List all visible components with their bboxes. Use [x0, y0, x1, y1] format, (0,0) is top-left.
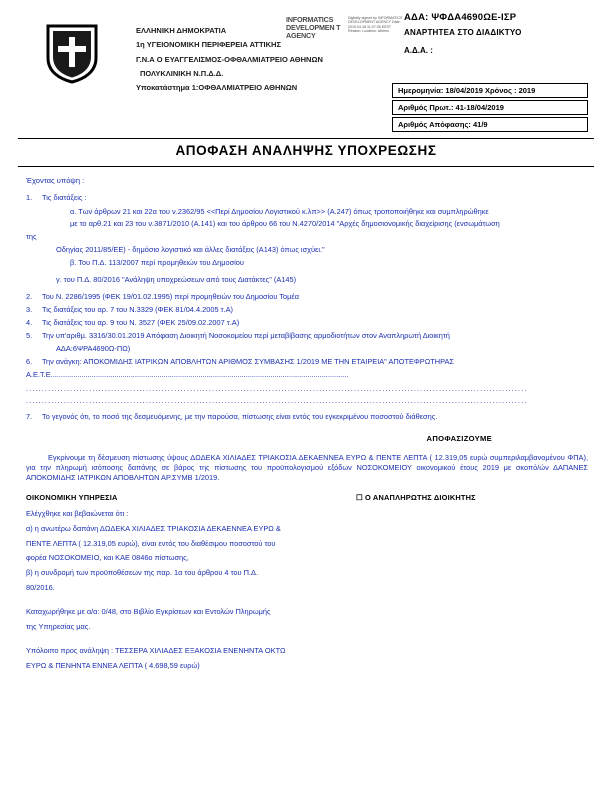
- date-box: Ημερομηνία: 18/04/2019 Χρόνος : 2019: [392, 83, 588, 98]
- clause-3-text: Τις διατάξεις του αρ. 7 του Ν.3329 (ΦΕΚ 81/04.4.2005 τ.Α): [42, 304, 233, 314]
- clause-1a: α. Των άρθρων 21 και 22α του ν.2362/95 <<Περί Δημοσίου Λογιστικού κ.λπ>> (Α.247) όπως τροποποιήθηκε και συμπληρώθηκε: [70, 206, 489, 216]
- decision-number-box: Αριθμός Απόφασης: 41/9: [392, 117, 588, 132]
- clause-6-number: 6.: [26, 357, 33, 367]
- clause-2-number: 2.: [26, 291, 33, 301]
- clause-5: [26, 331, 588, 341]
- clause-3-number: 3.: [26, 304, 33, 314]
- verification-intro: Ελέγχθηκε και βεβαιώνεται ότι :: [26, 509, 129, 519]
- verification-line-3: φορέα ΝΟΣΟΚΟΜΕΙΟ, και ΚΑΕ 0846ο πίστωσης,: [26, 553, 189, 563]
- clause-1a-cont2: της: [26, 232, 37, 242]
- financial-service-label: ΟΙΚΟΝΟΜΙΚΗ ΥΠΗΡΕΣΙΑ: [26, 493, 118, 503]
- org-line-3: Γ.Ν.Α Ο ΕΥΑΓΓΕΛΙΣΜΟΣ-ΟΦΘΑΛΜΙΑΤΡΕΙΟ ΑΘΗΝΩΝ: [136, 54, 323, 64]
- clause-2: [26, 292, 588, 302]
- page-title: ΑΠΟΦΑΣΗ ΑΝΑΛΗΨΗΣ ΥΠΟΧΡΕΩΣΗΣ: [175, 143, 437, 158]
- clause-5-number: 5.: [26, 331, 33, 341]
- verification-line-2: ΠΕΝΤΕ ΛΕΠΤΑ ( 12.319,05 ευρώ), είναι εντός του διαθέσιμου ποσοστού του: [26, 538, 276, 548]
- org-line-5: Υποκατάστημα 1:ΟΦΘΑΛΜΙΑΤΡΕΙΟ ΑΘΗΝΩΝ: [136, 83, 298, 92]
- title-rule-top: [18, 138, 594, 139]
- clause-6: [26, 357, 588, 367]
- verification-line-4: β) η συνδρομή των προϋποθέσεων της παρ. 1α του άρθρου 4 του Π.Δ.: [26, 568, 258, 578]
- org-line-4: ΠΟΛΥΚΛΙΝΙΚΗ Ν.Π.Δ.Δ.: [140, 68, 224, 78]
- registration-line-2: της Υπηρεσίας μας.: [26, 621, 91, 631]
- clause-2-text: Του Ν. 2286/1995 (ΦΕΚ 19/01.02.1995) περί προμηθειών του Δημοσίου Τομέα: [42, 291, 299, 301]
- dotted-line-1: ...............................................................................................................................................................: [26, 383, 528, 393]
- clause-1b: β. Του Π.Δ. 113/2007 περί προμηθειών του Δημοσίου: [70, 258, 244, 268]
- clause-6-cont: Α.Ε.Τ.Ε.................................................................................................................................................: [26, 370, 349, 380]
- clause-5-text: Την υπ'αριθμ. 3316/30.01.2019 Απόφαση Διοικητή Νοσοκομείου περί μεταβίβασης αρμοδιοτήτων στον Αναπληρωτή Διοικητή: [42, 331, 450, 341]
- protocol-number-box: Αριθμός Πρωτ.: 41-18/04/2019: [392, 100, 588, 115]
- checkbox-icon: ☐: [356, 493, 363, 503]
- clause-4-text: Τις διατάξεις του αρ. 9 του Ν. 3527 (ΦΕΚ 25/09.02.2007 τ.Α): [42, 317, 240, 327]
- anartitea-label: ΑΝΑΡΤΗΤΕΑ ΣΤΟ ΔΙΑΔΙΚΤΥΟ: [404, 28, 522, 37]
- clause-1: [26, 193, 588, 203]
- verification-line-5: 80/2016.: [26, 582, 55, 592]
- clause-4-number: 4.: [26, 317, 33, 327]
- clause-3: [26, 305, 588, 315]
- clause-7: [26, 412, 588, 422]
- deputy-administrator-label: [356, 493, 476, 503]
- clause-6-text: Την ανάγκη: ΑΠΟΚΟΜΙΔΗΣ ΙΑΤΡΙΚΩΝ ΑΠΟΒΛΗΤΩΝ ΑΡΙΘΜΟΣ ΣΥΜΒΑΣΗΣ 1/2019 ΜΕ ΤΗΝ ΕΤΑΙΡΕΙΑ" ΑΠΟΤΕΦΡΩΤΗΡΑΣ: [42, 357, 454, 367]
- digital-signature-stamp: [286, 16, 404, 56]
- decision-heading: ΑΠΟΦΑΣΙΖΟΥΜΕ: [426, 434, 492, 444]
- remaining-balance-line-2: ΕΥΡΩ & ΠΕΝΗΝΤΑ ΕΝΝΕΑ ΛΕΠΤΑ ( 4.698,59 ευρώ): [26, 660, 200, 670]
- ada-number: ΑΔΑ: ΨΦΔΑ4690ΩΕ-ΙΣΡ: [404, 12, 517, 23]
- dotted-line-2: ...............................................................................................................................................................: [26, 395, 528, 405]
- clause-1g: γ. του Π.Δ. 80/2016 "Ανάληψη υποχρεώσεων από τους Διατάκτες" (Α145): [56, 274, 297, 284]
- stamp-agency-name: INFORMATICS DEVELOPMEN T AGENCY: [286, 15, 341, 41]
- stamp-signature-details: Digitally signed by INFORMATICS DEVELOPMENT AGENCY Date: 2019.04.18 11:07:36 EEST Reason: Location: Athens: [348, 16, 403, 34]
- registration-line-1: Καταχωρήθηκε με α/α: 0/48, στο Βιβλίο Εγκρίσεων και Εντολών Πληρωμής: [26, 607, 271, 617]
- verification-block: [26, 509, 588, 671]
- signature-columns: [26, 493, 588, 505]
- verification-line-1: α) η ανωτέρω δαπάνη ΔΩΔΕΚΑ ΧΙΛΙΑΔΕΣ ΤΡΙΑΚΟΣΙΑ ΔΕΚΑΕΝΝΕΑ ΕΥΡΩ &: [26, 524, 281, 534]
- preamble-label: Έχοντας υπόψη :: [26, 176, 85, 185]
- clause-4: [26, 318, 588, 328]
- ada-field-label: Α.Δ.Α. :: [404, 46, 433, 55]
- clause-5-cont: ΑΔΑ:6ΨΡΑ4690Ω-ΠΩ): [56, 344, 131, 354]
- clause-1a-cont: με το αρθ.21 και 23 του ν.3871/2010 (Α.141) και του άρθρου 66 του Ν.4270/2014 "Αρχές δημοσιονομικής διαχείρισης (ενσωμάτωση: [70, 219, 500, 229]
- deputy-administrator-text: Ο ΑΝΑΠΛΗΡΩΤΗΣ ΔΙΟΙΚΗΤΗΣ: [365, 493, 476, 503]
- clause-1-text: Τις διατάξεις :: [42, 193, 87, 203]
- org-line-1: ΕΛΛΗΝΙΚΗ ΔΗΜΟΚΡΑΤΙΑ: [136, 26, 227, 35]
- title-rule-bottom: [18, 166, 594, 167]
- org-line-2: 1η ΥΓΕΙΟΝΟΜΙΚΗ ΠΕΡΙΦΕΡΕΙΑ ΑΤΤΙΚΗΣ: [136, 40, 281, 50]
- document-body: [26, 176, 588, 676]
- greek-coat-of-arms-icon: [44, 22, 100, 84]
- decision-paragraph: Εγκρίνουμε τη δέσμευση πίστωσης ύψους ΔΩΔΕΚΑ ΧΙΛΙΑΔΕΣ ΤΡΙΑΚΟΣΙΑ ΔΕΚΑΕΝΝΕΑ ΕΥΡΩ & ΠΕΝΤΕ ΛΕΠΤΑ ( 12.319,05 ευρώ συμπεριλαμβανομένου ΦΠΑ), για την πληρωμή ισόποσης δαπάνης σε βάρος της πίστωσης του προϋπολογισμού εξόδων ΝΟΣΟΚΟΜΕΙΟΥ οικονομικού έτους 2019 με σκοπό/ών ΔΑΠΑΝΕΣ ΑΠΟΚΟΜΙΔΗΣ ΙΑΤΡΙΚΩΝ ΑΠΟΒΛΗΤΩΝ ΑΡ.ΣΥΜΒ 1/2019.: [26, 452, 588, 483]
- remaining-balance-line-1: Υπόλοιπο προς ανάληψη : ΤΕΣΣΕΡΑ ΧΙΛΙΑΔΕΣ ΕΞΑΚΟΣΙΑ ΕΝΕΝΗΝΤΑ ΟΚΤΩ: [26, 646, 286, 656]
- clause-1a-cont3: Οδηγίας 2011/85/ΕΕ) - δημόσιο λογιστικό και άλλες διατάξεις (Α143) όπως ισχύει.": [56, 245, 325, 255]
- clause-1-number: 1.: [26, 193, 33, 203]
- clause-7-text: Το γεγονός ότι, το ποσό της δεσμευόμενης, με την παρούσα, πίστωσης είναι εντός του εγκεκριμένου ποσοστού διάθεσης.: [42, 411, 438, 421]
- clause-7-number: 7.: [26, 411, 33, 421]
